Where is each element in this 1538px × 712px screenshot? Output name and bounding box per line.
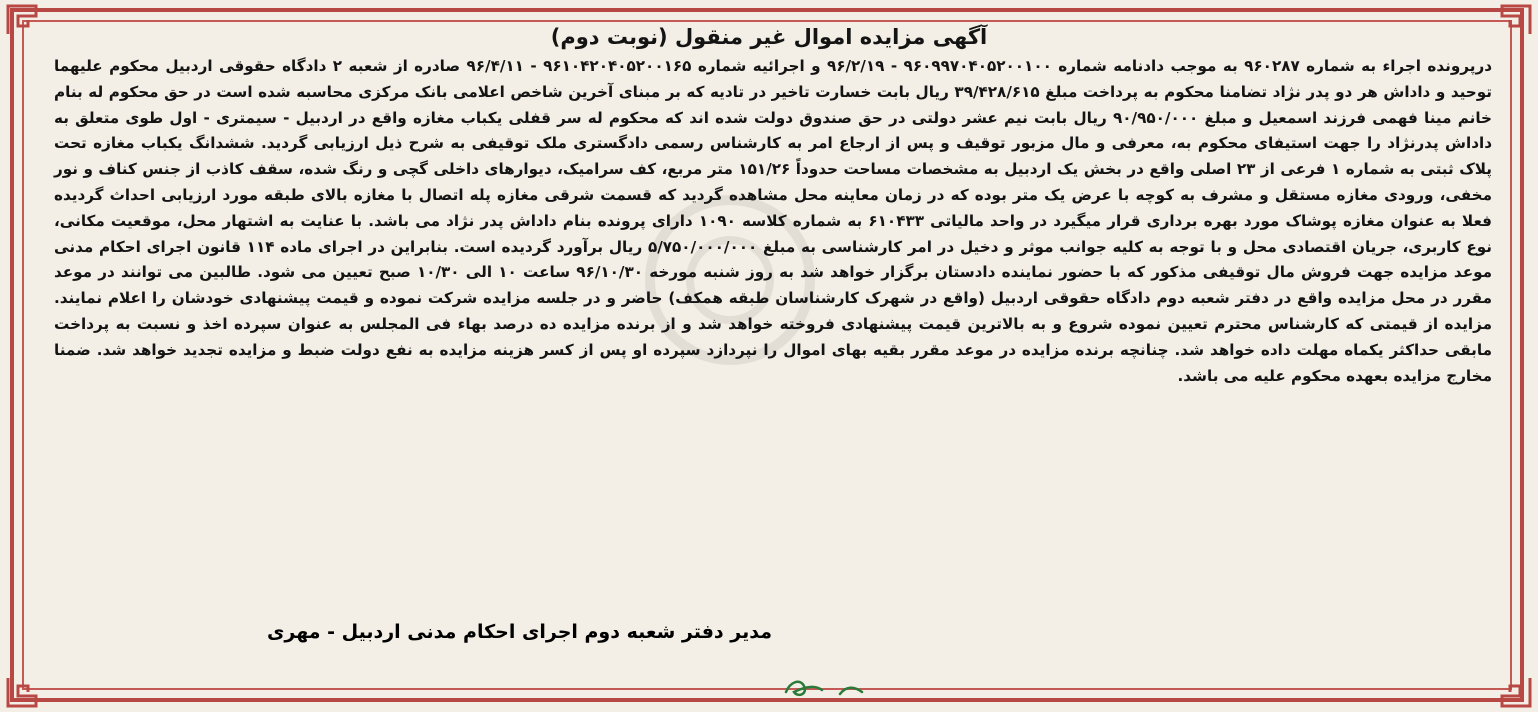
corner-ornament-icon (1498, 674, 1534, 710)
notice-content (38, 22, 1500, 692)
corner-ornament-icon (4, 674, 40, 710)
notice-title: آگهی مزایده اموال غیر منقول (نوبت دوم) (550, 25, 988, 49)
corner-ornament-icon (4, 2, 40, 38)
notice-body: درپرونده اجراء به شماره ۹۶۰۲۸۷ به موجب دادنامه شماره ۹۶۰۹۹۷۰۴۰۵۲۰۰۱۰۰ - ۹۶/۲/۱۹ و اجرائیه شماره ۹۶۱۰۴۲۰۴۰۵۲۰۰۱۶۵ - ۹۶/۴/۱۱ صادره از شعبه ۲ دادگاه حقوقی اردبیل محکوم علیهما توحید و داداش هر دو پدر نژاد تضامنا محکوم به پرداخت مبلغ ۳۹/۴۲۸/۶۱۵ ریال بابت خسارت تاخیر در تادیه که بر مبنای آخرین شاخص اعلامی بانک مرکزی محاسبه شده است در حق محکوم له بنام خانم مینا فهمی فرزند اسمعیل و مبلغ ۹۰/۹۵۰/۰۰۰ ریال بابت نیم عشر دولتی در حق صندوق دولت شده اند که محکوم له سر قفلی یکباب مغازه واقع در اردبیل - سیمتری - اول طوی متعلق به داداش پدرنژاد را جهت استیفای محکوم به، معرفی و مال مزبور توقیف و پس از ارجاع امر به کارشناس رسمی دادگستری ملک توقیفی به شرح ذیل ارزیابی گردید. ششدانگ یکباب مغازه تحت پلاک ثبتی به شماره ۱ فرعی از ۲۳ اصلی واقع در بخش یک اردبیل به مشخصات مساحت حدوداً ۱۵۱/۲۶ متر مربع، کف سرامیک، دیوارهای داخلی گچی و رنگ شده، سقف کاذب از جنس کناف و نور مخفی، ورودی مغازه مستقل و مشرف به کوچه با عرض یک متر بوده که در زمان معاینه محل مشاهده گردید که قسمت شرقی مغازه پله اتصال با مغازه بالای طبقه مورد ارزیابی احداث گردیده فعلا به عنوان مغازه پوشاک مورد بهره برداری قرار میگیرد در واحد مالیاتی ۶۱۰۴۳۳ به شماره کلاسه ۱۰۹۰ دارای پرونده بنام داداش پدر نژاد می باشد. با عنایت به اشتهار محل، موقعیت مکانی، نوع کاربری، جریان اقتصادی محل و با توجه به کلیه جوانب موثر و دخیل در امر کارشناسی به مبلغ ۵/۷۵۰/۰۰۰/۰۰۰ ریال برآورد گردیده است. بنابراین در اجرای ماده ۱۱۴ قانون اجرای احکام مدنی موعد مزایده جهت فروش مال توقیفی مذکور که با حضور نماینده دادستان برگزار خواهد شد به روز شنبه مورخه ۹۶/۱۰/۳۰ ساعت ۱۰ الی ۱۰/۳۰ صبح تعیین می شود. طالبین می توانند در موعد مقرر در محل مزایده واقع در دفتر شعبه دوم دادگاه حقوقی اردبیل (واقع در شهرک کارشناسان طبقه همکف) حاضر و در جلسه مزایده شرکت نموده و قیمت پیشنهادی خودشان را اعلام نمایند. مزایده از قیمتی که کارشناس محترم تعیین نموده شروع و به بالاترین قیمت پیشنهادی فروخته خواهد شد و از برنده مزایده ده درصد بهاء فی المجلس به عنوان سپرده اخذ و نسبت به پرداخت مابقی حداکثر یکماه مهلت داده خواهد شد. چنانچه برنده مزایده در موعد مقرر بقیه بهای اموال را نپردازد سپرده او پس از کسر هزینه مزایده به نفع دولت ضبط و مزایده تجدید خواهد شد. ضمنا مخارج مزایده بعهده محکوم علیه می باشد. (54, 57, 1493, 385)
corner-ornament-icon (1498, 2, 1534, 38)
signature-line: مدیر دفتر شعبه دوم اجرای احکام مدنی اردبیل - مهری (266, 621, 772, 643)
handwritten-signature-icon (780, 664, 870, 704)
